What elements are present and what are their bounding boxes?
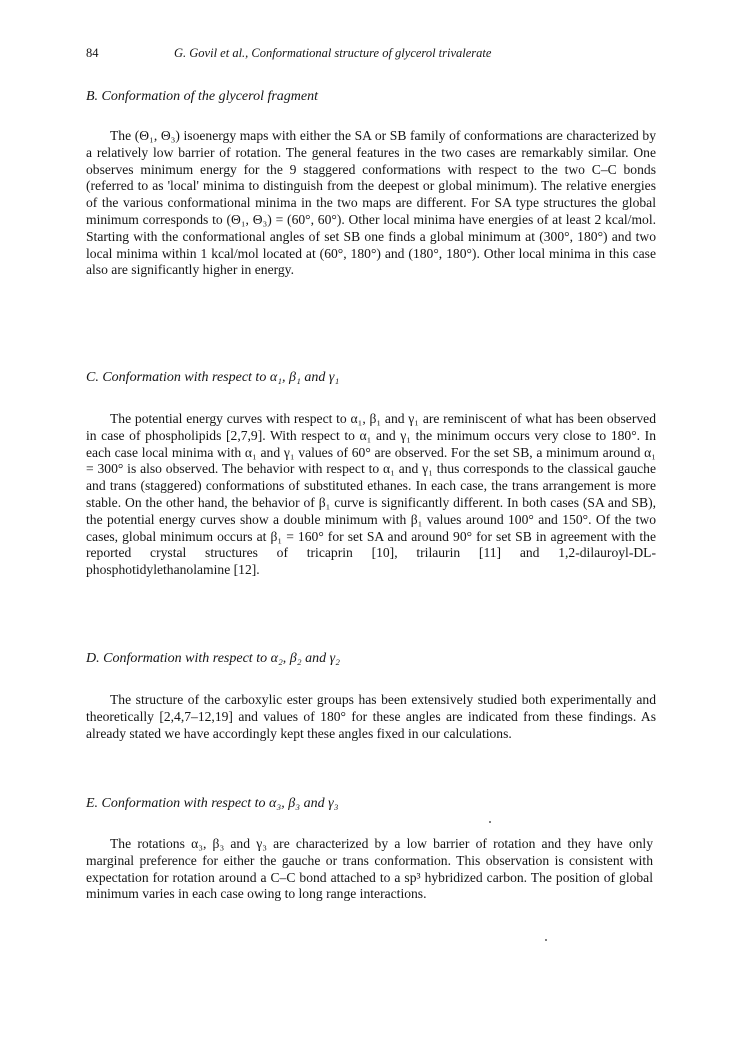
paragraph: The structure of the carboxylic ester groups has been extensively studied both experimentally and theoretically [2,4,7–12,19] and values of 180° for these angles are indicated from these findings. As already stated we have accordingly kept these angles fixed in our calculations. <box>86 692 656 741</box>
section-heading-d: D. Conformation with respect to α₂, β₂ and γ₂ <box>86 651 341 666</box>
section-text-b <box>86 128 656 279</box>
page-number: 84 <box>86 46 99 60</box>
paragraph: The potential energy curves with respect to α₁, β₁ and γ₁ are reminiscent of what has been observed in case of phospholipids [2,7,9]. With respect to α₁ and γ₁ the minimum occurs very close to 180°. In each case local minima with α₁ and γ₁ values of 60° are observed. For the set SB, a minimum around α₁ = 300° is also observed. The behavior with respect to α₁ and γ₁ thus corresponds to the classical gauche and trans (staggered) conformations of substituted ethanes. In each case, the trans arrangement is more stable. On the other hand, the behavior of β₁ curve is significantly different. In both cases (SA and SB), the potential energy curves show a double minimum with β₁ values around 100° and 150°. Of the two cases, global minimum occurs at β₁ = 160° for set SA and around 90° for set SB in agreement with the reported crystal structures of tricaprin [10], trilaurin [11] and 1,2-dilauroyl-DL-phosphotidylethanolamine [12]. <box>86 411 656 578</box>
section-text-c <box>86 411 656 579</box>
section-text-d <box>86 692 656 742</box>
scan-speck <box>545 939 547 941</box>
section-heading-c: C. Conformation with respect to α₁, β₁ and γ₁ <box>86 370 340 385</box>
paragraph: The (Θ₁, Θ₃) isoenergy maps with either the SA or SB family of conformations are characterized by a relatively low barrier of rotation. The general features in the two cases are remarkably similar. One observes minimum energy for the 9 staggered conformations with respect to the two C–C bonds (referred to as 'local' minima to distinguish from the deepest or global minimum). The relative energies of the various conformational minima in the two maps are different. For SA type structures the global minimum corresponds to (Θ₁, Θ₃) = (60°, 60°). Other local minima have energies of at least 2 kcal/mol. Starting with the conformational angles of set SB one finds a global minimum at (300°, 180°) and two local minima within 1 kcal/mol located at (60°, 180°) and (180°, 180°). Other local minima in this case also are significantly higher in energy. <box>86 128 656 278</box>
section-heading-b: B. Conformation of the glycerol fragment <box>86 89 319 104</box>
scan-speck <box>489 821 491 823</box>
section-heading-e: E. Conformation with respect to α₃, β₃ and γ₃ <box>86 796 339 811</box>
running-title: G. Govil et al., Conformational structure of glycerol trivalerate <box>174 46 492 60</box>
section-text-e <box>86 836 653 903</box>
paragraph: The rotations α₃, β₃ and γ₃ are characterized by a low barrier of rotation and they have only marginal preference for either the gauche or trans conformation. This observation is consistent with expectation for rotation around a C–C bond attached to a sp³ hybridized carbon. The position of global minimum varies in each case owing to long range interactions. <box>86 836 653 902</box>
